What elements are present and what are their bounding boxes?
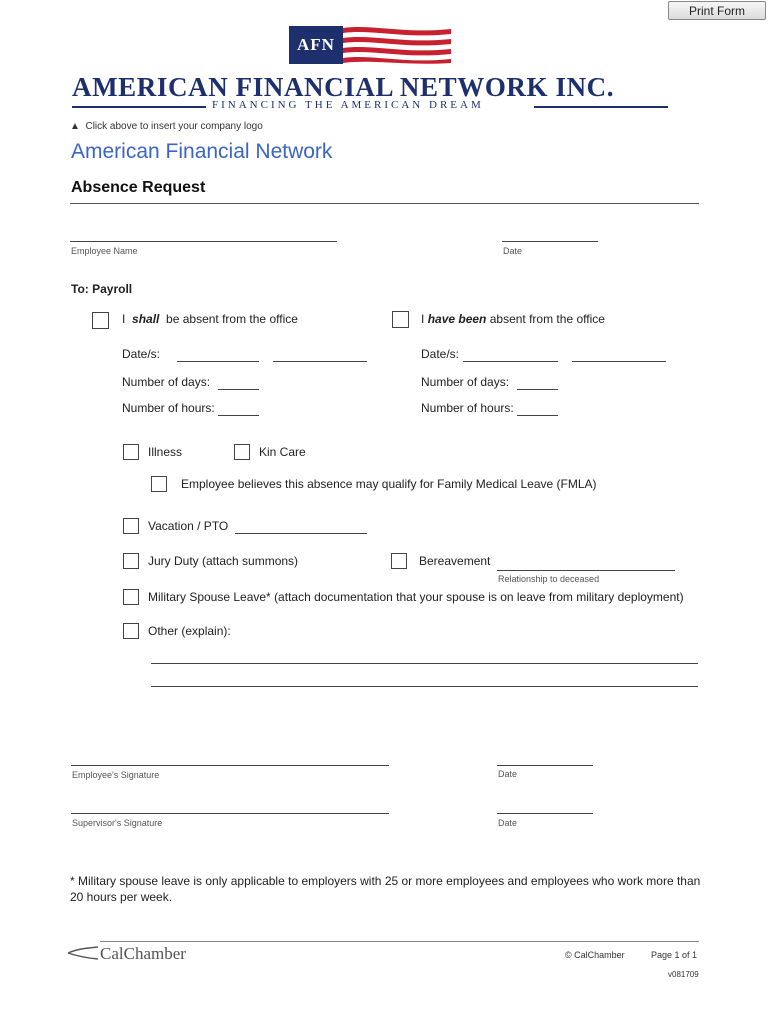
have-been-date-from-field[interactable] <box>463 361 558 362</box>
page-number: Page 1 of 1 <box>651 950 698 960</box>
flag-stripes-logo[interactable] <box>343 26 451 64</box>
other-checkbox[interactable] <box>123 623 139 639</box>
fmla-label: Employee believes this absence may qualify for Family Medical Leave (FMLA) <box>181 477 597 491</box>
employee-signature-field[interactable] <box>71 765 389 766</box>
shall-hours-label: Number of hours: <box>122 401 215 415</box>
employee-signature-date-field[interactable] <box>497 765 593 766</box>
shall-days-label: Number of days: <box>122 375 211 389</box>
print-form-button[interactable]: Print Form <box>668 1 766 20</box>
shall-date-from-field[interactable] <box>177 361 259 362</box>
company-name: AMERICAN FINANCIAL NETWORK INC. <box>72 72 615 102</box>
tagline-rule-right <box>534 106 668 108</box>
supervisor-signature-field[interactable] <box>71 813 389 814</box>
shall-be-absent-label: I shall be absent from the office <box>122 312 298 326</box>
kin-care-checkbox[interactable] <box>234 444 250 460</box>
have-been-hours-field[interactable] <box>517 415 558 416</box>
version-code: v081709 <box>668 970 699 979</box>
relationship-label: Relationship to deceased <box>498 574 600 584</box>
jury-duty-label: Jury Duty (attach summons) <box>148 554 299 568</box>
have-been-days-label: Number of days: <box>421 375 510 389</box>
tagline-rule-left <box>72 106 206 108</box>
other-explain-line-1[interactable] <box>151 663 698 664</box>
have-been-dates-label: Date/s: <box>421 347 460 361</box>
tagline: FINANCING THE AMERICAN DREAM <box>212 99 484 111</box>
shall-dates-label: Date/s: <box>122 347 161 361</box>
bereavement-label: Bereavement <box>419 554 491 568</box>
illness-checkbox[interactable] <box>123 444 139 460</box>
calchamber-logo: CalChamber <box>100 944 186 963</box>
employee-date-field[interactable] <box>502 241 598 242</box>
shall-be-absent-checkbox[interactable] <box>92 312 109 329</box>
have-been-days-field[interactable] <box>517 389 558 390</box>
vacation-label: Vacation / PTO <box>148 519 229 533</box>
bereavement-checkbox[interactable] <box>391 553 407 569</box>
tagline-row <box>72 99 668 113</box>
employee-signature-label: Employee's Signature <box>72 770 160 780</box>
form-title: Absence Request <box>71 179 206 196</box>
military-footnote: * Military spouse leave is only applicable to employers with 25 or more employees and employees who work more than 20 hours per week. <box>70 874 701 904</box>
supervisor-signature-date-label: Date <box>498 818 518 828</box>
afn-logo-badge[interactable]: AFN <box>289 26 343 64</box>
military-spouse-label: Military Spouse Leave* (attach documentation that your spouse is on leave from military deployment) <box>148 590 684 604</box>
employee-name-field[interactable] <box>70 241 337 242</box>
other-label: Other (explain): <box>148 624 231 638</box>
to-payroll-label: To: Payroll <box>71 282 133 296</box>
logo-insert-hint <box>70 121 263 132</box>
employee-signature-date-label: Date <box>498 769 518 779</box>
have-been-absent-label: I have been absent from the office <box>421 312 605 326</box>
shall-hours-field[interactable] <box>218 415 259 416</box>
kin-care-label: Kin Care <box>259 445 306 459</box>
have-been-absent-checkbox[interactable] <box>392 311 409 328</box>
have-been-date-to-field[interactable] <box>572 361 666 362</box>
title-divider <box>70 203 699 204</box>
calchamber-swoosh-icon <box>67 946 99 960</box>
employee-date-label: Date <box>503 246 523 256</box>
jury-duty-checkbox[interactable] <box>123 553 139 569</box>
copyright-text: © CalChamber <box>565 950 625 960</box>
hint-text: Click above to insert your company logo <box>85 121 263 132</box>
shall-date-to-field[interactable] <box>273 361 367 362</box>
network-title: American Financial Network <box>71 140 333 163</box>
triangle-up-icon: ▲ <box>70 121 80 132</box>
illness-label: Illness <box>148 445 183 459</box>
other-explain-line-2[interactable] <box>151 686 698 687</box>
military-spouse-checkbox[interactable] <box>123 589 139 605</box>
employee-name-label: Employee Name <box>71 246 138 256</box>
have-been-hours-label: Number of hours: <box>421 401 514 415</box>
vacation-detail-field[interactable] <box>235 533 367 534</box>
footer-divider <box>100 941 699 942</box>
supervisor-signature-label: Supervisor's Signature <box>72 818 163 828</box>
supervisor-signature-date-field[interactable] <box>497 813 593 814</box>
relationship-field[interactable] <box>497 570 675 571</box>
vacation-checkbox[interactable] <box>123 518 139 534</box>
shall-days-field[interactable] <box>218 389 259 390</box>
fmla-checkbox[interactable] <box>151 476 167 492</box>
